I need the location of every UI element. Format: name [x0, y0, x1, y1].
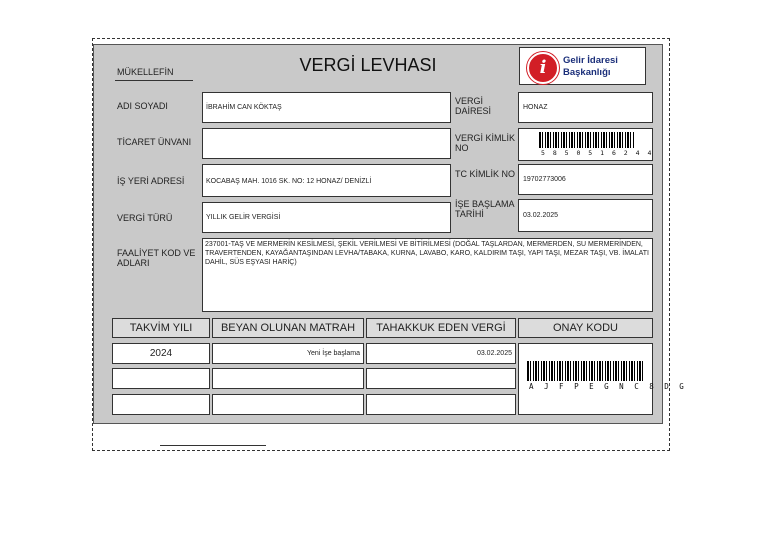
signature-line: [160, 445, 266, 446]
address-value: KOCABAŞ MAH. 1016 SK. NO: 12 HONAZ/ DENİZLİ: [206, 178, 372, 185]
logo-text-line1: Gelir İdaresi: [563, 55, 618, 66]
tax-type-field: [202, 202, 451, 233]
start-date-value: 03.02.2025: [523, 212, 559, 219]
tax-office-value: HONAZ: [523, 104, 548, 111]
address-label: İŞ YERİ ADRESİ: [117, 176, 185, 186]
approval-code-text: A J F P E G N C 8 D G: [529, 382, 687, 391]
address-field: [202, 164, 451, 197]
table-row-3-tax: [366, 394, 516, 415]
tax-id-barcode: [539, 132, 635, 148]
table-row-2-year: [112, 368, 210, 389]
start-date-label: İŞE BAŞLAMA TARİHİ: [455, 199, 515, 219]
table-row-1-year: 2024: [112, 343, 210, 364]
tax-office-label: VERGİ DAİRESİ: [455, 96, 492, 116]
logo-text-line2: Başkanlığı: [563, 67, 611, 78]
table-row-3-base: [212, 394, 364, 415]
approval-code-column-header: ONAY KODU: [518, 318, 653, 338]
tax-id-label: VERGİ KİMLİK NO: [455, 133, 516, 153]
trade-name-field: [202, 128, 451, 159]
trade-name-label: TİCARET ÜNVANI: [117, 137, 192, 147]
activity-value: 237001-TAŞ VE MERMERİN KESİLMESİ, ŞEKİL VERİLMESİ VE BİTİRİLMESİ (DOĞAL TAŞLARDAN, MERMERDEN, SU MERMERİNDEN, TRAVERTENDEN, KAYAĞANTAŞINDAN LEVHA/TABAKA, KURNA, LAVABO, KARO, KALDIRIM TAŞI, YAPI TAŞI, MEZAR TAŞI, VB. İMALATI DAHİL, SÜS EŞYASI HARİÇ): [205, 241, 649, 266]
taxpayer-heading: MÜKELLEFİN: [117, 67, 174, 77]
accrued-tax-column-header: TAHAKKUK EDEN VERGİ: [366, 318, 516, 338]
tax-office-field: [518, 92, 653, 123]
start-date-field: [518, 199, 653, 232]
tax-id-field: [518, 128, 653, 161]
table-row-1-base: Yeni İşe başlama: [212, 343, 364, 364]
tax-type-label: VERGİ TÜRÜ: [117, 213, 173, 223]
approval-code-field: [518, 343, 687, 415]
gib-logo: [519, 47, 646, 85]
tax-id-barcode-text: 5 8 5 0 5 1 6 2 4 4: [541, 149, 654, 157]
tc-id-label: TC KİMLİK NO: [455, 169, 516, 179]
name-label: ADI SOYADI: [117, 101, 168, 111]
gib-logo-icon: i: [527, 52, 559, 84]
tc-id-field: [518, 164, 653, 195]
table-row-2-tax: [366, 368, 516, 389]
page-title: VERGİ LEVHASI: [299, 55, 437, 75]
year-column-header: TAKVİM YILI: [112, 318, 210, 338]
name-value: İBRAHİM CAN KÖKTAŞ: [206, 104, 282, 111]
table-row-2-base: [212, 368, 364, 389]
table-row-1-tax: 03.02.2025: [366, 343, 516, 364]
taxpayer-heading-underline: [115, 80, 193, 81]
activity-field: [202, 238, 653, 312]
tc-id-value: 19702773006: [523, 176, 566, 183]
declared-base-column-header: BEYAN OLUNAN MATRAH: [212, 318, 364, 338]
name-field: [202, 92, 451, 123]
table-row-3-year: [112, 394, 210, 415]
activity-label: FAALİYET KOD VE ADLARI: [117, 248, 196, 268]
approval-code-barcode: [527, 361, 645, 381]
tax-type-value: YILLIK GELİR VERGİSİ: [206, 214, 281, 221]
